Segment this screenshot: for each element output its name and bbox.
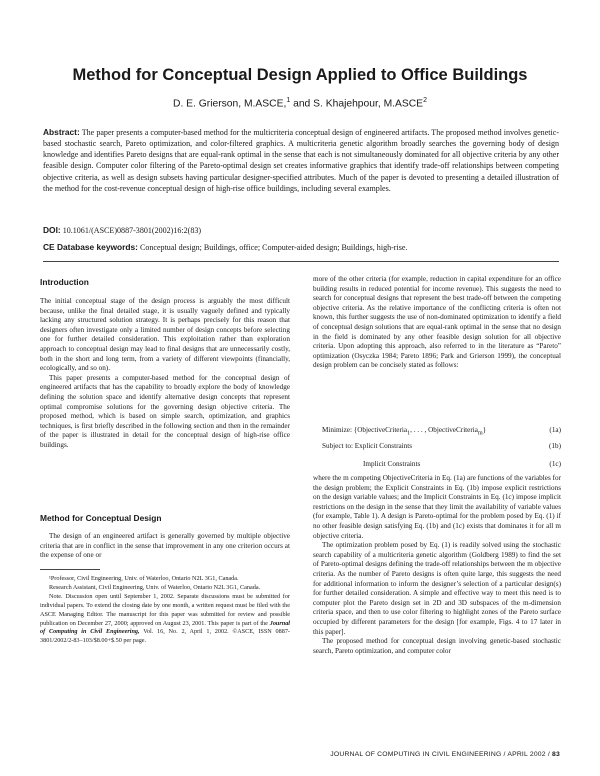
keywords-line (43, 242, 559, 252)
footnote-note (40, 593, 290, 646)
introduction-body (40, 297, 290, 451)
equation-1a-expression: Minimize: {ObjectiveCriteria$_1$, . . . , ObjectiveCriteria$_m$} (322, 426, 487, 437)
keywords-value: Conceptual design; Buildings, office; Computer-aided design; Buildings, high-rise. (139, 243, 408, 252)
author-line (0, 97, 600, 109)
footnote-note-text: Note. Discussion open until September 1, 2002. Separate discussions must be submitted for individual papers. To extend the closing date by one month, a written request must be filed with the ASCE Managing Editor. The manuscript for this paper was submitted for review and possible publication on December 27, 2000; approved on August 23, 2001. This paper is part of the (40, 592, 290, 627)
right-column-top (313, 275, 561, 371)
equation-1c (313, 460, 561, 470)
equation-1c-expression: Implicit Constraints (363, 460, 421, 468)
abstract-label: Abstract: (43, 127, 80, 137)
page-number: 83 (552, 751, 560, 758)
abstract-divider (43, 261, 559, 262)
keywords-label: CE Database keywords: (43, 242, 138, 252)
doi-value: 10.1061/(ASCE)0887-3801(2002)16:2(83) (62, 226, 202, 235)
paper-title: Method for Conceptual Design Applied to Office Buildings (72, 66, 528, 84)
author-2: S. Khajehpour, M.ASCE (313, 98, 424, 110)
footnote-note-end: Vol. 16, No. 2, April 1, 2002. ©ASCE, ISSN 0887-3801/2002/2-83–103/$8.00+$.50 per page. (40, 628, 290, 645)
paragraph: The proposed method for conceptual design involving genetic-based stochastic search, Pareto optimization, and computer color (313, 637, 561, 655)
equation-1b-expression: Subject to: Explicit Constraints (322, 442, 413, 450)
footnotes (40, 575, 290, 646)
footnote-divider (40, 569, 100, 570)
paragraph: The initial conceptual stage of the design process is arguably the most difficult because, unlike the final detailed stage, it is usually vaguely defined and typically lacking any structured solution strategy. It is perhaps precisely for this reason that designers often investigate only a limited number of design concepts before selecting one for further detailed consideration. This exploitation rather than exploration approach to conceptual design may lead to final designs that are unnecessarily costly, both in the short and long term, from a variety of different viewpoints (financially, ecologically, and so on). (40, 297, 290, 373)
section-heading-introduction: Introduction (40, 277, 89, 287)
author-1: D. E. Grierson, M.ASCE, (173, 98, 287, 110)
section-heading-method: Method for Conceptual Design (40, 513, 162, 523)
paragraph: where the m competing ObjectiveCriteria in Eq. (1a) are functions of the variables for the design problem; the Explicit Constraints in Eq. (1b) impose explicit restrictions on the design variable values; and the Implicit Constraints in Eq. (1c) impose implicit restrictions on the design in the sense that they limit the availability of variable values (for example, Table 1). A design is Pareto-optimal for the problem posed by Eq. (1) if no other feasible design satisfying Eq. (1b) and (1c) exists that dominates it for all m objective criteria. (313, 474, 561, 540)
footer-journal: JOURNAL OF COMPUTING IN CIVIL ENGINEERING / APRIL 2002 / (330, 751, 550, 758)
page-footer (330, 751, 560, 758)
author-conjunction: and (293, 98, 311, 110)
abstract-text: The paper presents a computer-based method for the multicriteria conceptual design of engineered artifacts. The proposed method involves genetic-based stochastic search, Pareto optimization, and color-filtered graphics. A multicriteria genetic algorithm broadly searches the governing body of design knowledge and identifies Pareto designs that are equal-rank optimal in the sense that each is not simultaneously dominated for all objective criteria by any other feasible design. Computer color filtering of the Pareto-optimal design set creates informative graphics that identify trade-off relationships between competing objective criteria, as well as design subsets having particular designer-specified attributes. Much of the paper is devoted to presenting a detailed illustration of the method for the cost-revenue conceptual design of high-rise office buildings, including several examples. (43, 128, 559, 193)
paragraph: The design of an engineered artifact is generally governed by multiple objective criteria that are in conflict in the sense that improvement in any one criterion occurs at the expense of one or (40, 532, 290, 560)
equation-1a-number: (1a) (549, 426, 561, 434)
equation-1b-number: (1b) (549, 442, 561, 450)
doi-line (43, 225, 201, 235)
equation-1b (313, 442, 561, 452)
abstract (43, 127, 559, 194)
footnote-2: Research Assistant, Civil Engineering, Univ. of Waterloo, Ontario N2L 3G1, Canada. (49, 583, 261, 591)
paragraph: more of the other criteria (for example, reduction in capital expenditure for an office building results in reduced potential for income revenue). This suggests the need to search for conceptual designs that represent the best trade-off between the competing objective criteria. As the relative importance of the conflicting criteria is often not known, this further suggests the use of non-dominated optimization to identify a field of conceptual design solutions that are equal-rank optimal in the sense that no design in the field is dominated by any other feasible design solution for all objective criteria. Upon adopting this approach, also referred to in the literature as “Pareto” optimization (Osyczka 1984; Pareto 1896; Park and Grierson 1999), the conceptual design problem can be concisely stated as follows: (313, 275, 561, 370)
doi-label: DOI: (43, 225, 61, 235)
paragraph: The optimization problem posed by Eq. (1) is readily solved using the stochastic search capability of a multicriteria genetic algorithm (Goldberg 1989) to find the set of Pareto-optimal designs defining the trade-off relationships between the m objective criteria. As the number of Pareto designs is often quite large, this suggests the need for additional information to inform the designer’s selection of a particular design(s) for further detailed consideration. A simple and effective way to meet this need is to computer plot the Pareto design set in 2D and 3D subspaces of the m-dimension criteria space, and then to use color filtering to highlight zones of the Pareto surface occupied by different parameters for the design [for example, Figs. 4 to 17 later in this paper]. (313, 541, 561, 636)
equation-1a (313, 426, 561, 436)
journal-name: Journal of Computing in Civil Engineering, (40, 619, 291, 636)
method-body (40, 532, 290, 561)
paragraph: This paper presents a computer-based method for the conceptual design of engineered artifacts that has the capability to broadly explore the body of knowledge defining the solution space and identify alternative design concepts that represent optimal compromise solutions for the governing design objective criteria. The proposed method, which is based on simple search, optimization, and graphics techniques, is first briefly described in the following section and then in the remainder of the paper is illustrated in detail for the conceptual design of high-rise office buildings. (40, 373, 290, 449)
equation-1c-number: (1c) (549, 460, 561, 468)
footnote-1: ¹Professor, Civil Engineering, Univ. of Waterloo, Ontario N2L 3G1, Canada. (49, 575, 239, 582)
author-1-footnote-mark: 1 (286, 97, 291, 104)
right-column-bottom (313, 474, 561, 656)
author-2-footnote-mark: 2 (423, 97, 427, 104)
